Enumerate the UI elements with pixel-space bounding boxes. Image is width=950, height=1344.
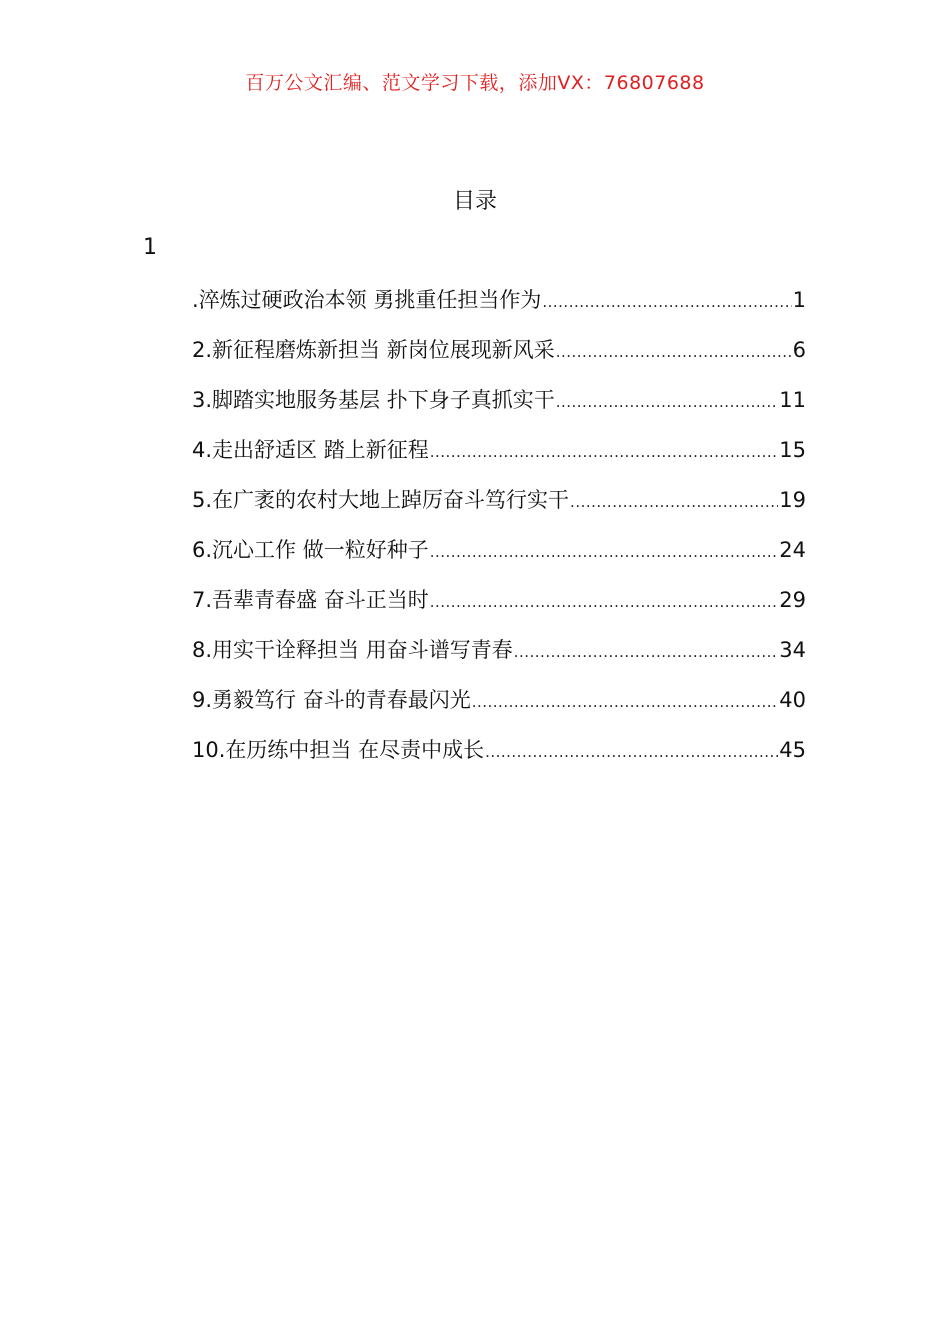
toc-list bbox=[192, 284, 806, 784]
toc-entry[interactable] bbox=[192, 484, 806, 534]
toc-entry[interactable] bbox=[192, 634, 806, 684]
toc-dot-leader bbox=[556, 343, 792, 361]
toc-dot-leader bbox=[542, 293, 791, 311]
toc-entry-text: 2.新征程磨炼新担当 新岗位展现新风采 bbox=[192, 338, 555, 362]
toc-entry-text: 9.勇毅笃行 奋斗的青春最闪光 bbox=[192, 688, 471, 712]
toc-entry[interactable] bbox=[192, 384, 806, 434]
toc-page-number: 11 bbox=[779, 388, 806, 412]
toc-dot-leader bbox=[430, 593, 779, 611]
toc-entry[interactable] bbox=[192, 734, 806, 784]
toc-page-number: 6 bbox=[792, 338, 806, 362]
toc-dot-leader bbox=[430, 543, 779, 561]
toc-entry-text: 5.在广袤的农村大地上踔厉奋斗笃行实干 bbox=[192, 488, 570, 512]
toc-entry[interactable] bbox=[192, 434, 806, 484]
toc-dot-leader bbox=[472, 693, 779, 711]
watermark-header: 百万公文汇编、范文学习下载，添加VX：76807688 bbox=[245, 72, 705, 94]
toc-entry[interactable] bbox=[192, 284, 806, 334]
toc-entry-text: 10.在历练中担当 在尽责中成长 bbox=[192, 738, 485, 762]
toc-dot-leader bbox=[556, 393, 779, 411]
toc-entry-text: .淬炼过硬政治本领 勇挑重任担当作为 bbox=[192, 288, 542, 312]
toc-dot-leader bbox=[570, 493, 778, 511]
toc-title: 目录 bbox=[452, 189, 497, 214]
toc-entry-text: 4.走出舒适区 踏上新征程 bbox=[192, 438, 429, 462]
toc-page-number: 45 bbox=[779, 738, 806, 762]
toc-entry[interactable] bbox=[192, 534, 806, 584]
toc-dot-leader bbox=[430, 443, 779, 461]
toc-entry-text: 6.沉心工作 做一粒好种子 bbox=[192, 538, 429, 562]
toc-page-number: 34 bbox=[779, 638, 806, 662]
toc-page-number: 24 bbox=[779, 538, 806, 562]
toc-entry[interactable] bbox=[192, 684, 806, 734]
toc-entry-text: 7.吾辈青春盛 奋斗正当时 bbox=[192, 588, 429, 612]
toc-dot-leader bbox=[514, 643, 779, 661]
toc-entry-text: 3.脚踏实地服务基层 扑下身子真抓实干 bbox=[192, 388, 555, 412]
toc-entry[interactable] bbox=[192, 334, 806, 384]
toc-page-number: 1 bbox=[792, 288, 806, 312]
toc-entry-text: 8.用实干诠释担当 用奋斗谱写青春 bbox=[192, 638, 513, 662]
toc-page-number: 15 bbox=[779, 438, 806, 462]
toc-entry[interactable] bbox=[192, 584, 806, 634]
toc-dot-leader bbox=[485, 743, 778, 761]
section-number: 1 bbox=[143, 235, 157, 260]
toc-page-number: 40 bbox=[779, 688, 806, 712]
toc-page-number: 19 bbox=[779, 488, 806, 512]
toc-page-number: 29 bbox=[779, 588, 806, 612]
